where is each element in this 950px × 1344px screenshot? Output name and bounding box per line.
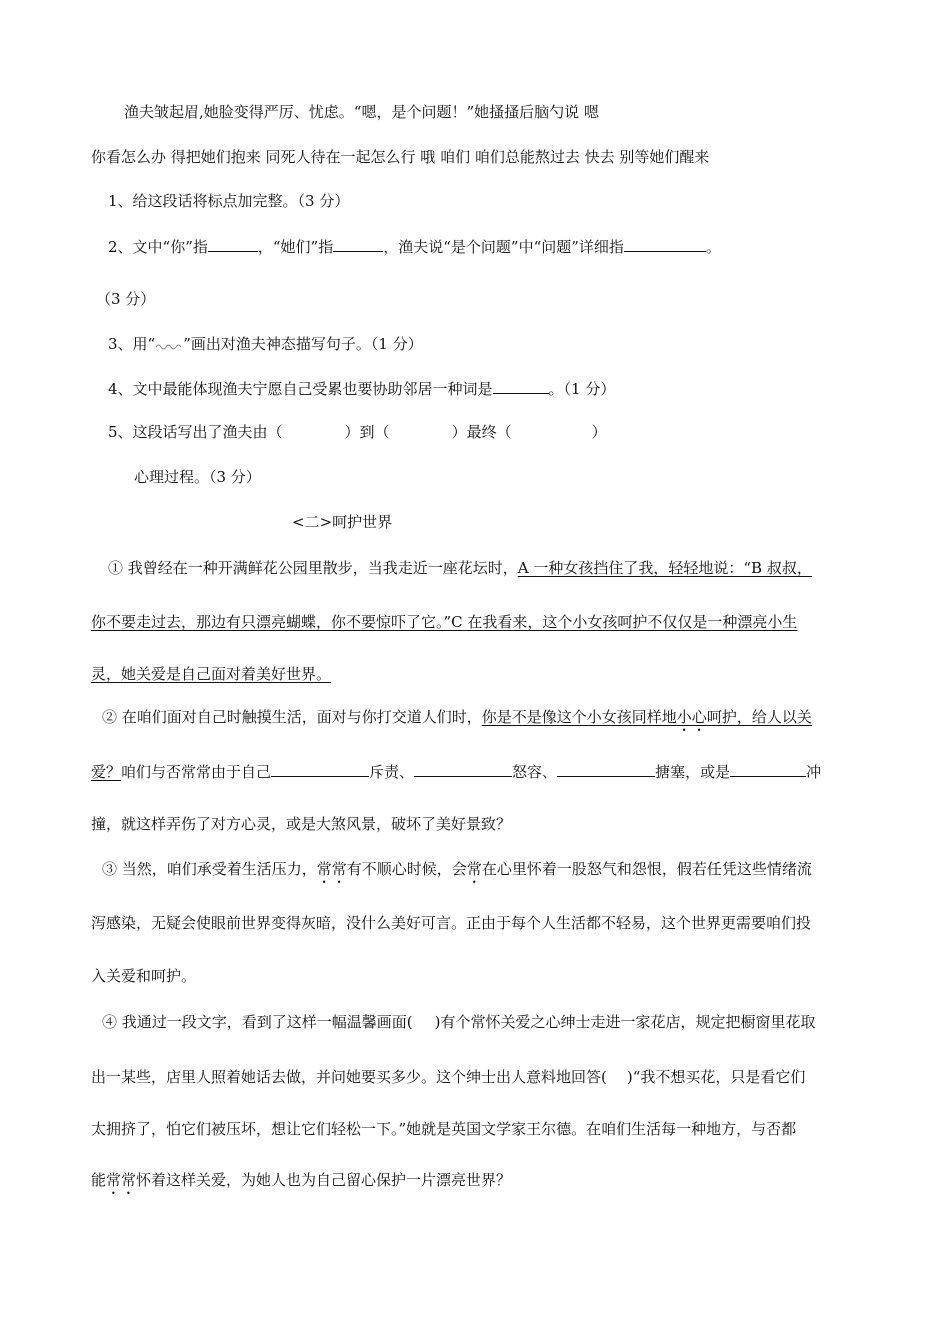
paragraph-4-line-2 [91, 1066, 950, 1088]
p2-text-c: 斥责、 [369, 763, 415, 781]
question-3-text-b: ”画出对渔夫神态描写句子。（1 分） [183, 335, 423, 353]
paragraph-2-line-2 [91, 760, 950, 783]
question-2-score: （3 分） [96, 290, 156, 308]
p4-text-f: 怀着这样关爱，为她人也为自己留心保护一片漂亮世界？ [136, 1171, 512, 1189]
p2-text-a: ② 在咱们面对自己时触摸生活，面对与你打交道人们时， [102, 708, 482, 726]
blank-2[interactable] [414, 760, 512, 777]
paragraph-4-line-4 [91, 1169, 950, 1198]
p4-text-d: )“我不想买花，只是看它们 [626, 1068, 806, 1086]
question-3 [108, 333, 950, 355]
question-5-text-d: ） [591, 423, 607, 441]
blank-3[interactable] [557, 760, 655, 777]
p4-dotted-word: 常常 [106, 1171, 137, 1189]
question-4-text-a: 4、文中最能体现渔夫宁愿自己受累也要协助邻居一种词是 [108, 380, 493, 398]
question-4 [108, 377, 950, 400]
wavy-line-icon [155, 339, 183, 351]
paragraph-4-line-1 [102, 1011, 950, 1033]
p4-text-b: )有个常怀关爱之心绅士走进一家花店，规定把橱窗里花取 [434, 1013, 816, 1031]
question-2-text-b: ，“她们”指 [257, 238, 334, 256]
question-2-text-c: ，渔夫说“是个问题”中“问题”详细指 [383, 238, 624, 256]
blank-word[interactable] [493, 377, 549, 394]
p3-text-e: 在心里怀着一股怒气和怨恨，假若任凭这些情绪流 [481, 860, 812, 878]
p4-text-c: 出一某些，店里人照着她话去做，并问她要买多少。这个绅士出人意料地回答( [91, 1068, 607, 1086]
question-1: 1、给这段话将标点加完整。（3 分） [108, 192, 350, 210]
p3-text-c: 有不顺心时候，会 [346, 860, 467, 878]
paragraph-1-line-3: 灵，她关爱是自己面对着美好世界。 [91, 665, 332, 683]
question-5 [108, 421, 950, 443]
p1-text-a: ① 我曾经在一种开满鲜花公园里散步，当我走近一座花坛时， [108, 559, 518, 577]
p3-dotted-b: 常 [466, 860, 482, 878]
passage-line-2: 你看怎么办 得把她们抱来 同死人待在一起怎么行 哦 咱们 咱们总能熬过去 快去 别等她们醒来 [91, 148, 710, 166]
blank-ni[interactable] [208, 235, 258, 252]
question-5-text-c: ）最终（ [451, 423, 512, 441]
blank-tamen[interactable] [333, 235, 383, 252]
question-2-text-a: 2、文中“你”指 [108, 238, 208, 256]
p3-dotted-a: 常常 [316, 860, 347, 878]
question-3-text-a: 3、用“ [108, 335, 156, 353]
p3-text-a: ③ 当然，咱们承受着生活压力， [102, 860, 317, 878]
p4-text-a: ④ 我通过一段文字，看到了这样一幅温馨画面( [102, 1013, 413, 1031]
paragraph-1-line-2: 你不要走过去，那边有只漂亮蝴蝶，你不要惊吓了它。”C 在我看来，这个小女孩呵护不仅仅是一种漂亮小生 [91, 613, 798, 631]
question-2-text-d: 。 [705, 238, 721, 256]
p1-underlined-a: A 一种女孩挡住了我，轻轻地说：“B 叔叔， [517, 559, 812, 577]
question-2 [108, 235, 950, 258]
p2-text-d: 怒容、 [512, 763, 558, 781]
passage-line-1: 渔夫皱起眉,她脸变得严厉、忧虑。“嗯，是个问题！”她搔搔后脑勺说 嗯 [124, 103, 599, 121]
question-5-continuation: 心理过程。（3 分） [134, 468, 261, 486]
blank-1[interactable] [271, 760, 369, 777]
p4-text-e: 能 [91, 1171, 107, 1189]
paragraph-3-line-3: 入关爱和呵护。 [91, 967, 197, 985]
p2-text-b: 咱们与否常常由于自己 [121, 763, 272, 781]
paragraph-3-line-2: 泻感染，无疑会使眼前世界变得灰暗，没什么美好可言。正由于每个人生活都不轻易，这个世界更需要咱们投 [91, 914, 812, 932]
paragraph-4-line-3: 太拥挤了，怕它们被压坏，想让它们轻松一下。”她就是英国文学家王尔德。在咱们生活每一种地方，与否都 [91, 1120, 797, 1138]
question-4-text-b: 。（1 分） [548, 380, 616, 398]
section-title: <二>呵护世界 [292, 513, 393, 531]
p2-underlined-b: 呵护，给人以关 [706, 708, 812, 726]
question-5-text-a: 5、这段话写出了渔夫由（ [108, 423, 283, 441]
paragraph-3-line-1 [102, 858, 950, 887]
blank-4[interactable] [730, 760, 806, 777]
question-5-text-b: ）到（ [344, 423, 390, 441]
p2-text-e: 搪塞，或是 [655, 763, 731, 781]
blank-wenti[interactable] [624, 235, 706, 252]
p2-underlined-c: 爱？ [91, 763, 122, 781]
p2-dotted-word: 小心 [676, 708, 707, 726]
paragraph-2-line-3: 撞，就这样弄伤了对方心灵，或是大煞风景，破坏了美好景致？ [91, 815, 512, 833]
p2-underlined-a: 你是不是像这个小女孩同样地 [481, 708, 677, 726]
paragraph-2-line-1 [102, 706, 950, 735]
paragraph-1-line-1 [108, 557, 950, 579]
p2-text-f: 冲 [806, 763, 822, 781]
